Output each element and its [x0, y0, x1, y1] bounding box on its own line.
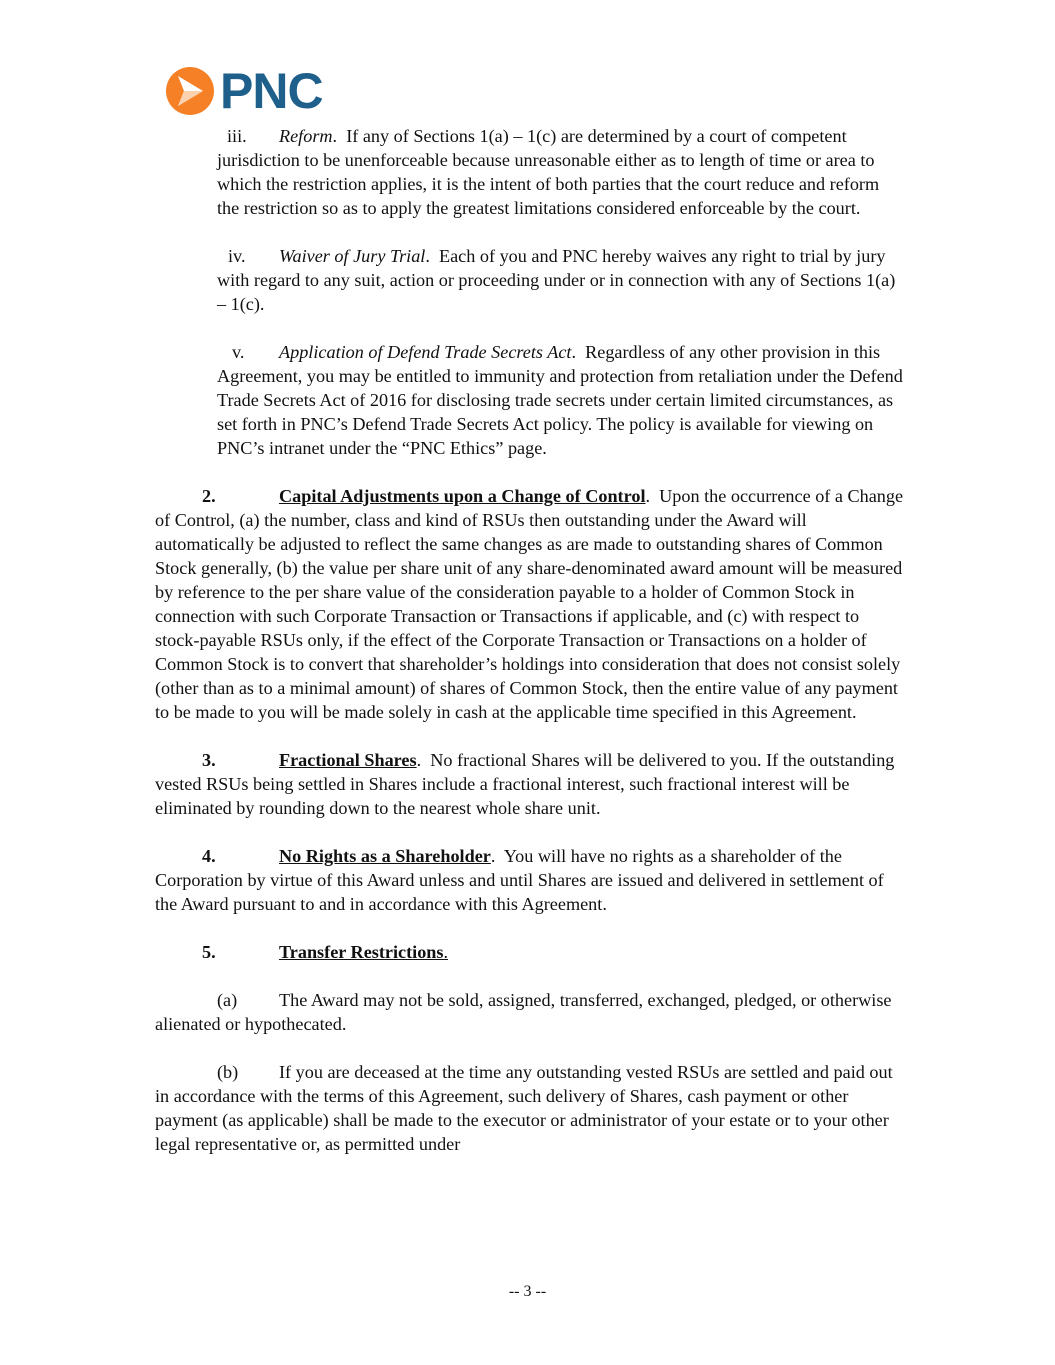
item-heading: Capital Adjustments upon a Change of Control — [279, 486, 646, 506]
section-title: Reform — [279, 126, 333, 146]
section-title: Waiver of Jury Trial — [279, 246, 426, 266]
section-title: Application of Defend Trade Secrets Act — [279, 342, 572, 362]
item-text: No fractional Shares will be delivered to you. If the outstanding vested RSUs being settled in Shares include a fractional interest, such fractional interest will be eliminated by rounding down to the nearest whole share unit. — [155, 750, 895, 818]
item-heading: Transfer Restrictions — [279, 942, 444, 962]
page-number: -- 3 -- — [508, 1283, 547, 1300]
item-number: 3. — [202, 750, 216, 770]
item-3: 3. Fractional Shares. No fractional Shares will be delivered to you. If the outstanding vested RSUs being settled in Shares include a fractional interest, such fractional interest will be eliminated by rounding down to the nearest whole share unit. — [155, 750, 895, 818]
section-text: If any of Sections 1(a) – 1(c) are determined by a court of competent jurisdiction to be unenforceable because unreasonable either as to length of time or area to which the restriction applies, it is the intent of both parties that the court reduce and reform the restriction so as to apply the greatest limitations considered enforceable by the court. — [217, 126, 880, 218]
section-v: v. Application of Defend Trade Secrets Act. Regardless of any other provision in this Agreement, you may be entitled to immunity and protection from retaliation under the Defend Trade Secrets Act of 2016 for disclosing trade secrets under certain limited circumstances, as set forth in PNC’s Defend Trade Secrets Act policy. The policy is available for viewing on PNC’s intranet under the “PNC Ethics” page. — [217, 342, 903, 458]
item-number: 2. — [202, 486, 216, 506]
subitem-a — [155, 988, 905, 1036]
pnc-logo-text: PNC — [220, 63, 323, 119]
document-body — [155, 124, 905, 1156]
subitem-b — [155, 1060, 905, 1156]
section-iii: iii. Reform. If any of Sections 1(a) – 1(c) are determined by a court of competent jurisdiction to be unenforceable because unreasonable either as to length of time or area to which the restriction applies, it is the intent of both parties that the court reduce and reform the restriction so as to apply the greatest limitations considered enforceable by the court. — [217, 126, 880, 218]
subitem-label: (b) — [217, 1062, 239, 1082]
item-2: 2. Capital Adjustments upon a Change of Control. Upon the occurrence of a Change of Control, (a) the number, class and kind of RSUs then outstanding under the Award will automatically be adjusted to reflect the same changes as are made to outstanding shares of Common Stock generally, (b) the value per share unit of any share-denominated award amount will be measured by reference to the per share value of the consideration payable to a holder of Common Stock in connection with such Corporate Transaction or Transactions if applicable, and (c) with respect to stock-payable RSUs only, if the effect of the Corporate Transaction or Transactions on a holder of Common Stock is to convert that shareholder’s holdings into consideration that does not consist solely (other than as to a minimal amount) of shares of Common Stock, then the entire value of any payment to be made to you will be made solely in cash at the applicable time specified in this Agreement. — [155, 486, 904, 722]
subitem-text: If you are deceased at the time any outstanding vested RSUs are settled and paid out in accordance with the terms of this Agreement, such delivery of Shares, cash payment or other payment (as applicable) shall be made to the executor or administrator of your estate or to your other legal representative or, as permitted under — [155, 1062, 893, 1154]
item-text: Upon the occurrence of a Change of Control, (a) the number, class and kind of RSUs then outstanding under the Award will automatically be adjusted to reflect the same changes as are made to outstanding shares of Common Stock generally, (b) the value per share unit of any share-denominated award amount will be measured by reference to the per share value of the consideration payable to a holder of Common Stock in connection with such Corporate Transaction or Transactions if applicable, and (c) with respect to stock-payable RSUs only, if the effect of the Corporate Transaction or Transactions on a holder of Common Stock is to convert that shareholder’s holdings into consideration that does not consist solely (other than as to a minimal amount) of shares of Common Stock, then the entire value of any payment to be made to you will be made solely in cash at the applicable time specified in this Agreement. — [155, 486, 904, 722]
item-heading: No Rights as a Shareholder — [279, 846, 491, 866]
item-number: 5. — [202, 942, 216, 962]
item-5: 5. Transfer Restrictions. — [155, 940, 905, 964]
item-4: 4. No Rights as a Shareholder. You will have no rights as a shareholder of the Corporation by virtue of this Award unless and until Shares are issued and delivered in settlement of the Award pursuant to and in accordance with this Agreement. — [155, 846, 884, 914]
section-numeral: iv. — [228, 246, 246, 266]
pnc-logo — [165, 63, 323, 119]
subitem-label: (a) — [217, 990, 238, 1010]
subitem-text: The Award may not be sold, assigned, transferred, exchanged, pledged, or otherwise alienated or hypothecated. — [155, 990, 892, 1034]
section-numeral: iii. — [227, 126, 247, 146]
pnc-logo-icon — [165, 66, 215, 116]
item-heading: Fractional Shares — [279, 750, 417, 770]
item-text: You will have no rights as a shareholder of the Corporation by virtue of this Award unless and until Shares are issued and delivered in settlement of the Award pursuant to and in accordance with this Agreement. — [155, 846, 884, 914]
section-text: Regardless of any other provision in this Agreement, you may be entitled to immunity and protection from retaliation under the Defend Trade Secrets Act of 2016 for disclosing trade secrets under certain limited circumstances, as set forth in PNC’s Defend Trade Secrets Act policy. The policy is available for viewing on PNC’s intranet under the “PNC Ethics” page. — [217, 342, 903, 458]
item-number: 4. — [202, 846, 216, 866]
section-iv: iv. Waiver of Jury Trial. Each of you and PNC hereby waives any right to trial by jury with regard to any suit, action or proceeding under or in connection with any of Sections 1(a) – 1(c). — [217, 246, 896, 314]
section-numeral: v. — [232, 342, 245, 362]
section-text: Each of you and PNC hereby waives any right to trial by jury with regard to any suit, action or proceeding under or in connection with any of Sections 1(a) – 1(c). — [217, 246, 896, 314]
